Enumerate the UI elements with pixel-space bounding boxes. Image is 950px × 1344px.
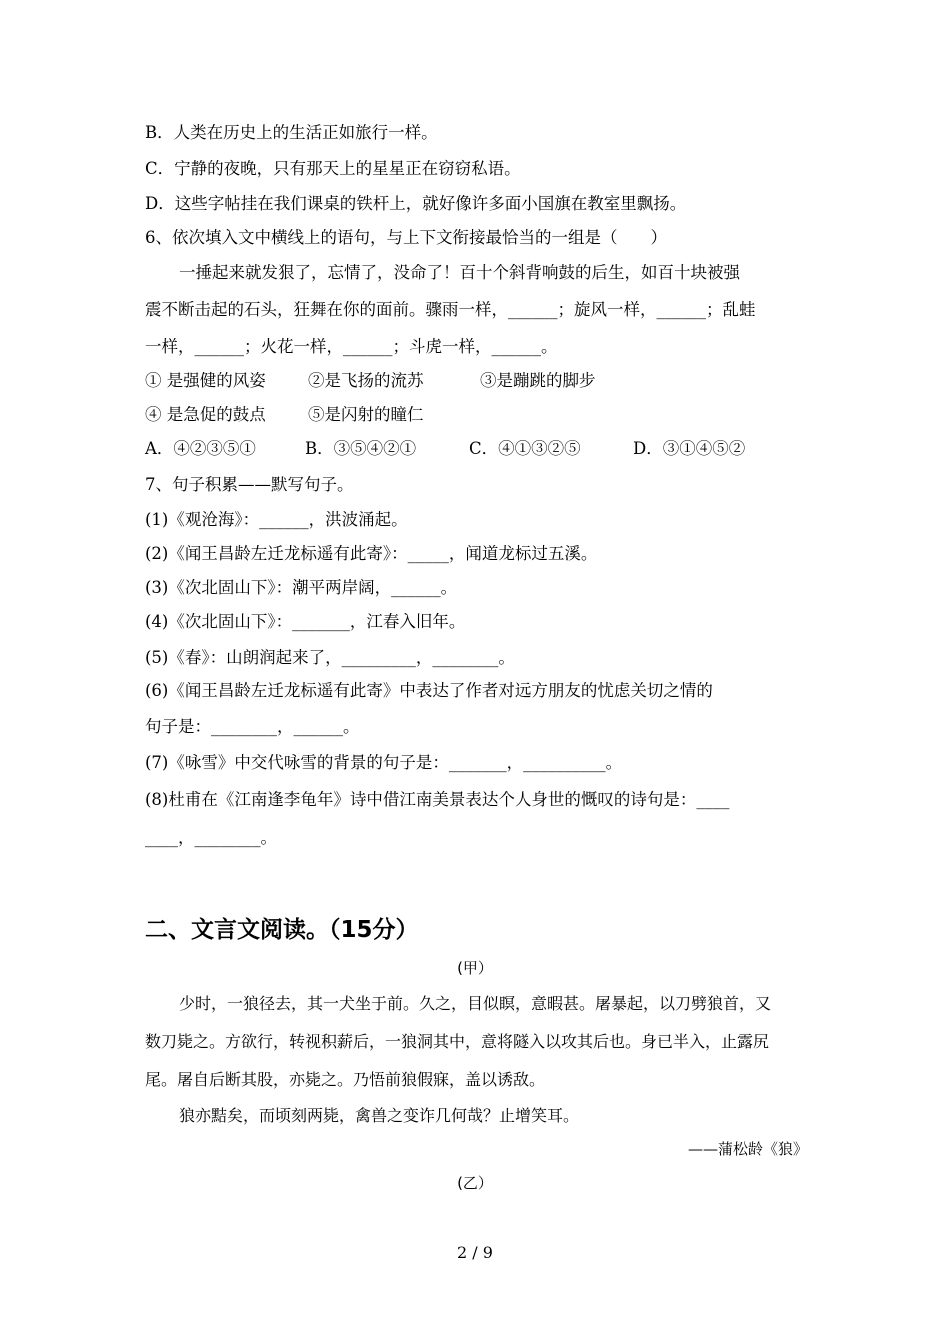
- q6-passage-line-1: 一捶起来就发狠了，忘情了，没命了！百十个斜背响鼓的后生，如百十块被强: [179, 263, 740, 282]
- jia-source: ——蒲松龄《狼》: [687, 1140, 808, 1158]
- q6-item: ④ 是急促的鼓点: [145, 405, 266, 424]
- option-b: B．人类在历史上的生活正如旅行一样。: [145, 123, 438, 142]
- jia-passage-line-2: 数刀毙之。方欲行，转视积薪后，一狼洞其中，意将隧入以攻其后也。身已半入，止露尻: [145, 1032, 770, 1051]
- q7-line: (1)《观沧海》：______，洪波涌起。: [145, 510, 408, 529]
- q6-item: ⑤是闪射的瞳仁: [308, 405, 424, 424]
- q6-choice-c: C．④①③②⑤: [469, 439, 581, 458]
- q7-line: (2)《闻王昌龄左迁龙标遥有此寄》：_____，闻道龙标过五溪。: [145, 544, 598, 563]
- q7-line: (3)《次北固山下》：潮平两岸阔，______。: [145, 578, 458, 597]
- passage-label-yi: (乙）: [457, 1174, 493, 1192]
- question-7-stem: 7、句子积累——默写句子。: [145, 475, 354, 494]
- page-number: 2 / 9: [457, 1243, 493, 1262]
- q6-choice-a: A．④②③⑤①: [145, 439, 256, 458]
- passage-label-jia: (甲）: [457, 959, 493, 977]
- q6-items-row-2: [145, 404, 810, 426]
- q7-line: (7)《咏雪》中交代咏雪的背景的句子是：_______，__________。: [145, 753, 623, 772]
- option-c: C．宁静的夜晚，只有那天上的星星正在窃窃私语。: [145, 159, 521, 178]
- q6-passage-line-3: 一样，______；火花一样，______；斗虎一样，______。: [145, 337, 558, 356]
- q6-choices: [145, 438, 810, 460]
- q6-items-row-1: [145, 370, 810, 392]
- q7-line: (5)《春》：山朗润起来了，_________，________。: [145, 648, 515, 667]
- question-6-stem: 6、依次填入文中横线上的语句，与上下文衔接最恰当的一组是（ ）: [145, 228, 667, 247]
- q6-item: ②是飞扬的流苏: [308, 371, 424, 390]
- jia-passage-line-1: 少时，一狼径去，其一犬坐于前。久之，目似瞑，意暇甚。屠暴起，以刀劈狼首，又: [179, 994, 772, 1013]
- q7-line: (4)《次北固山下》：_______，江春入旧年。: [145, 612, 466, 631]
- q6-choice-d: D．③①④⑤②: [633, 439, 746, 458]
- q7-line: ____，________。: [145, 828, 277, 847]
- q6-choice-b: B．③⑤④②①: [305, 439, 417, 458]
- q6-item: ③是蹦跳的脚步: [480, 371, 596, 390]
- q7-line: 句子是：________，______。: [145, 717, 360, 736]
- q7-line: (8)杜甫在《江南逢李龟年》诗中借江南美景表达个人身世的慨叹的诗句是：____: [145, 790, 730, 809]
- jia-passage-line-3: 尾。屠自后断其股，亦毙之。乃悟前狼假寐，盖以诱敌。: [145, 1070, 546, 1089]
- option-d: D．这些字帖挂在我们课桌的铁杆上，就好像许多面小国旗在教室里飘扬。: [145, 194, 687, 213]
- q6-item: ① 是强健的风姿: [145, 371, 266, 390]
- q6-passage-line-2: 震不断击起的石头，狂舞在你的面前。骤雨一样，______；旋风一样，______；乱蛙: [145, 300, 756, 319]
- jia-passage-line-4: 狼亦黠矣，而顷刻两毙，禽兽之变诈几何哉？止增笑耳。: [179, 1106, 580, 1125]
- q7-line: (6)《闻王昌龄左迁龙标遥有此寄》中表达了作者对远方朋友的忧虑关切之情的: [145, 681, 713, 700]
- section-title: 二、文言文阅读。（15分）: [145, 917, 419, 943]
